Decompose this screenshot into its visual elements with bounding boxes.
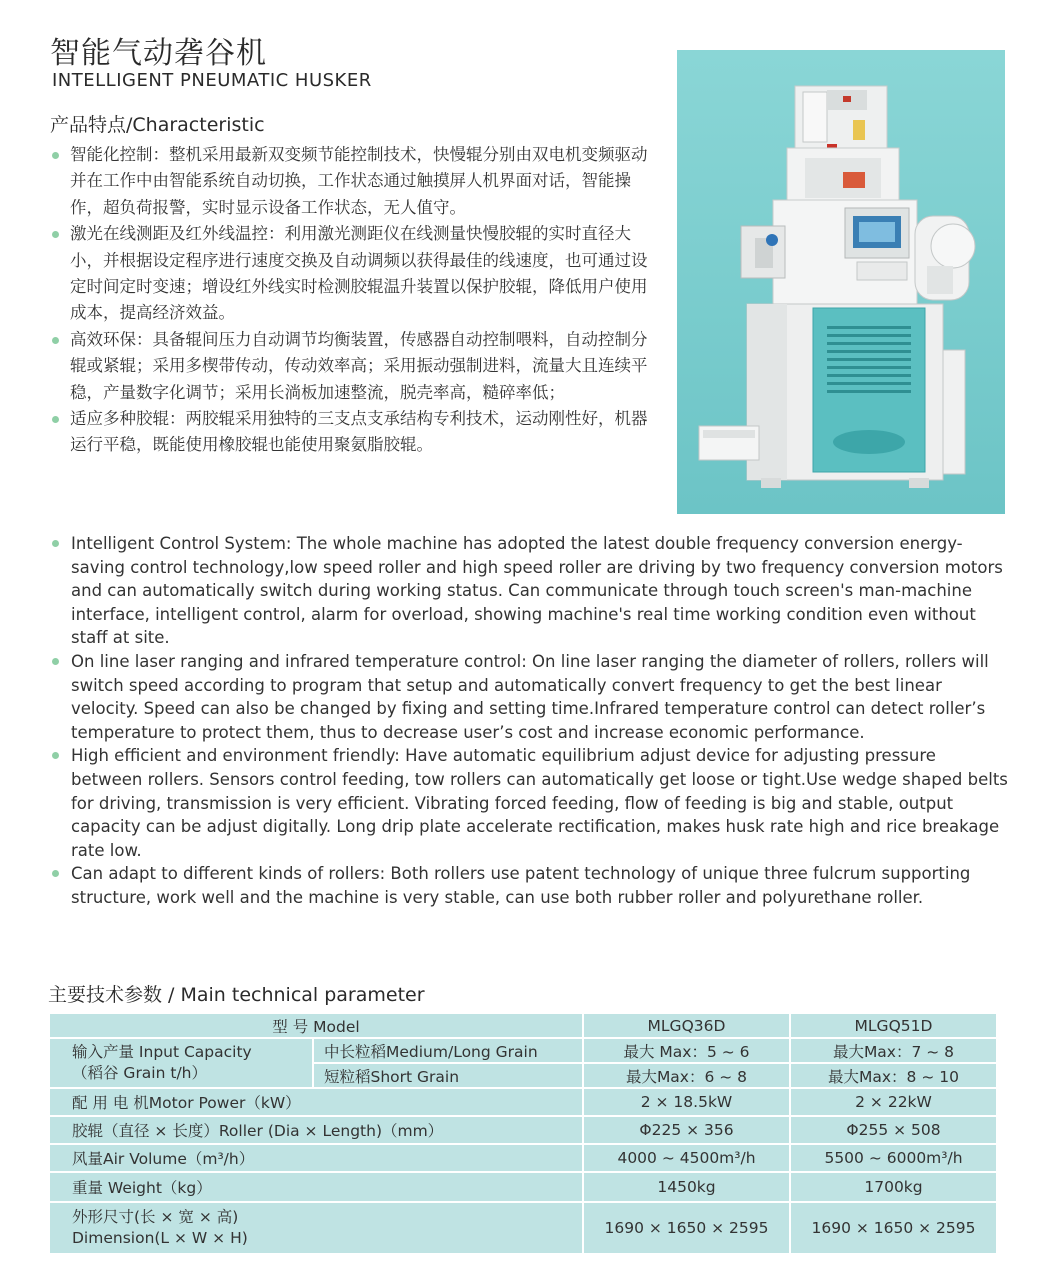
bullet-dot-icon	[52, 870, 59, 877]
bullet-dot-icon	[52, 540, 59, 547]
air-label: 风量Air Volume（m³/h）	[49, 1144, 583, 1172]
weight-m2: 1700kg	[790, 1172, 997, 1202]
table-row	[49, 1038, 997, 1063]
table-row	[49, 1144, 997, 1172]
roller-m1: Φ225 × 356	[583, 1116, 790, 1144]
capacity-label: 输入产量 Input Capacity （稻谷 Grain t/h）	[49, 1038, 313, 1088]
en-feature-item: High efficient and environment friendly: Have automatic equilibrium adjust device for adjusting pressure between rollers. Sensors control feeding, tow rollers can automatically get loose or tight.Use wedge shaped belts for driving, transmission is very efficient. Vibrating forced feeding, flow of feeding is big and stable, output capacity can be adjust digitally. Long drip plate accelerate rectification, makes husk rate high and rice breakage rate low.	[52, 744, 1012, 862]
motor-m2: 2 × 22kW	[790, 1088, 997, 1116]
cn-feature-item: 高效环保：具备辊间压力自动调节均衡装置，传感器自动控制喂料，自动控制分辊或紧辊；采用多楔带传动，传动效率高；采用振动强制进料，流量大且连续平稳，产量数字化调节；采用长淌板加速整流，脱壳率高，糙碎率低；	[52, 327, 657, 406]
en-feature-item: On line laser ranging and infrared temperature control: On line laser ranging the diameter of rollers, rollers will switch speed according to program that setup and automatically convert frequency to get the best linear velocity. Speed can also be changed by fixing and setting time.Infrared temperature control can detect roller’s temperature to protect them, thus to decrease user’s cost and increase economic performance.	[52, 650, 1012, 744]
bullet-dot-icon	[52, 152, 59, 159]
weight-m1: 1450kg	[583, 1172, 790, 1202]
dimension-label: 外形尺寸(长 × 宽 × 高) Dimension(L × W × H)	[49, 1202, 583, 1254]
capacity-sub2: 短粒稻Short Grain	[313, 1063, 583, 1088]
roller-m2: Φ255 × 508	[790, 1116, 997, 1144]
bullet-dot-icon	[52, 658, 59, 665]
motor-m1: 2 × 18.5kW	[583, 1088, 790, 1116]
dimension-m2: 1690 × 1650 × 2595	[790, 1202, 997, 1254]
table-row	[49, 1088, 997, 1116]
bullet-dot-icon	[52, 416, 59, 423]
cn-feature-list	[52, 142, 657, 459]
en-feature-item: Intelligent Control System: The whole machine has adopted the latest double frequency conversion energy-saving control technology,low speed roller and high speed roller are driving by two frequency conversion motors and can automatically switch during working status. Can communicate through touch screen's man-machine interface, intelligent control, alarm for overload, showing machine's real time working condition even without staff at site.	[52, 532, 1012, 650]
table-row	[49, 1202, 997, 1254]
model-header-m1: MLGQ36D	[583, 1013, 790, 1038]
bullet-dot-icon	[52, 752, 59, 759]
title-cn: 智能气动砻谷机	[50, 36, 267, 71]
model-header-m2: MLGQ51D	[790, 1013, 997, 1038]
bullet-dot-icon	[52, 337, 59, 344]
params-heading: 主要技术参数 / Main technical parameter	[48, 984, 425, 1006]
husker-machine-illustration	[677, 50, 1005, 514]
en-feature-list	[52, 532, 1012, 910]
capacity-sub1: 中长粒稻Medium/Long Grain	[313, 1038, 583, 1063]
air-m2: 5500 ~ 6000m³/h	[790, 1144, 997, 1172]
bullet-dot-icon	[52, 231, 59, 238]
title-en: INTELLIGENT PNEUMATIC HUSKER	[52, 70, 372, 91]
table-row	[49, 1013, 997, 1038]
table-row	[49, 1116, 997, 1144]
cn-feature-item: 适应多种胶辊：两胶辊采用独特的三支点支承结构专利技术，运动刚性好，机器运行平稳，既能使用橡胶辊也能使用聚氨脂胶辊。	[52, 406, 657, 459]
model-header-label: 型 号 Model	[49, 1013, 583, 1038]
product-photo	[677, 50, 1005, 514]
cn-feature-item: 激光在线测距及红外线温控：利用激光测距仪在线测量快慢胶辊的实时直径大小，并根据设定程序进行速度交换及自动调频以获得最佳的线速度，也可通过设定时间定时变速；增设红外线实时检测胶辊温升装置以保护胶辊，降低用户使用成本，提高经济效益。	[52, 221, 657, 327]
cn-feature-item: 智能化控制：整机采用最新双变频节能控制技术，快慢辊分别由双电机变频驱动并在工作中由智能系统自动切换，工作状态通过触摸屏人机界面对话，智能操作，超负荷报警，实时显示设备工作状态，无人值守。	[52, 142, 657, 221]
dimension-m1: 1690 × 1650 × 2595	[583, 1202, 790, 1254]
table-row	[49, 1172, 997, 1202]
capacity-m2-sub1: 最大Max：7 ~ 8	[790, 1038, 997, 1063]
air-m1: 4000 ~ 4500m³/h	[583, 1144, 790, 1172]
en-feature-item: Can adapt to different kinds of rollers: Both rollers use patent technology of unique three fulcrum supporting structure, work well and the machine is very stable, can use both rubber roller and polyurethane roller.	[52, 862, 1012, 909]
params-table	[48, 1012, 998, 1255]
capacity-m1-sub2: 最大Max：6 ~ 8	[583, 1063, 790, 1088]
capacity-m2-sub2: 最大Max：8 ~ 10	[790, 1063, 997, 1088]
roller-label: 胶辊（直径 × 长度）Roller (Dia × Length)（mm）	[49, 1116, 583, 1144]
motor-label: 配 用 电 机Motor Power（kW）	[49, 1088, 583, 1116]
capacity-m1-sub1: 最大 Max：5 ~ 6	[583, 1038, 790, 1063]
weight-label: 重量 Weight（kg）	[49, 1172, 583, 1202]
characteristic-heading: 产品特点/Characteristic	[50, 114, 265, 136]
